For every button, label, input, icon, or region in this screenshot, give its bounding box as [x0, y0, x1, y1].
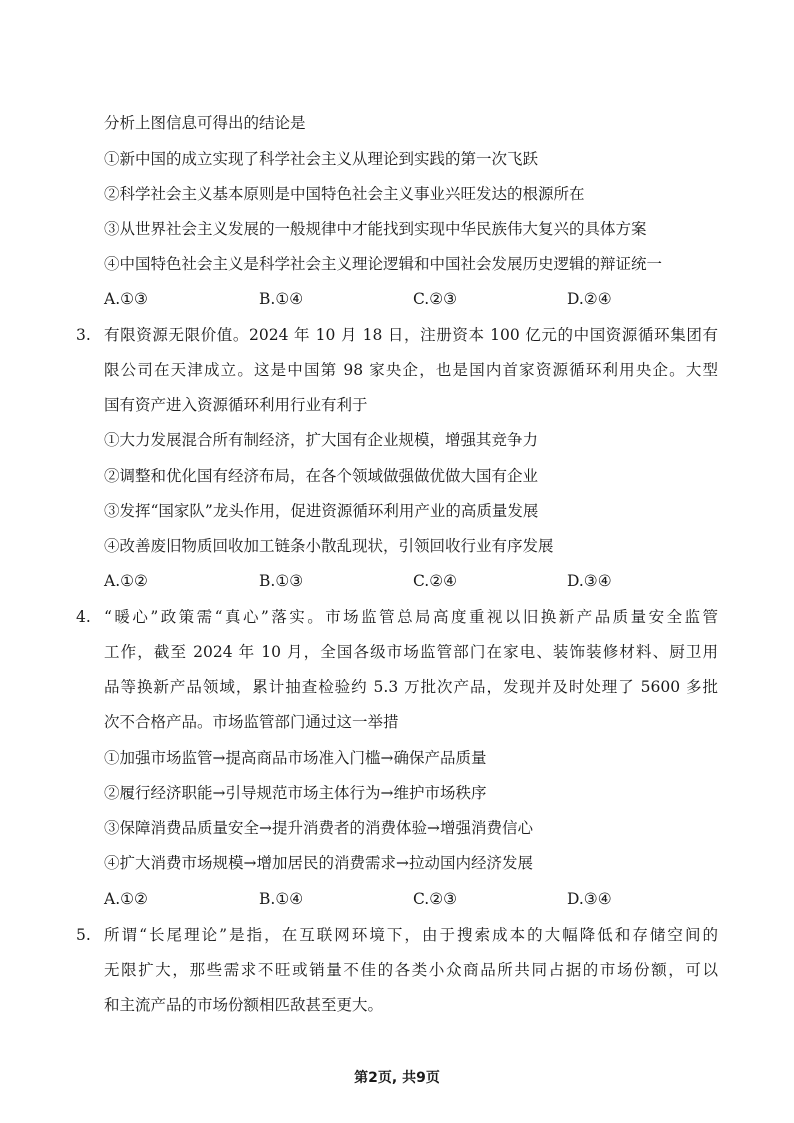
- choice-b: B.①④: [259, 890, 304, 908]
- question-stem-line: 工作，截至 2024 年 10 月，全国各级市场监管部门在家电、装饰装修材料、厨卫用: [104, 643, 718, 661]
- question-stem-line: 国有资产进入资源循环利用行业有利于: [104, 396, 368, 414]
- choice-c: C.②④: [413, 572, 458, 590]
- choice-c: C.②③: [413, 290, 458, 308]
- choice-c: C.②③: [413, 890, 458, 908]
- question-stem-line: 所谓“长尾理论”是指，在互联网环境下，由于搜索成本的大幅降低和存储空间的: [104, 926, 718, 944]
- statement-4: ④扩大消费市场规模→增加居民的消费需求→拉动国内经济发展: [104, 854, 533, 872]
- question-stem-line: 品等换新产品领域，累计抽查检验约 5.3 万批次产品，发现并及时处理了 5600 多批: [104, 678, 718, 696]
- statement-1: ①新中国的成立实现了科学社会主义从理论到实践的第一次飞跃: [104, 150, 539, 168]
- question-stem-line: 有限资源无限价值。2024 年 10 月 18 日，注册资本 100 亿元的中国资源循环集团有: [104, 326, 718, 344]
- choice-a: A.①②: [104, 572, 148, 590]
- statement-3: ③发挥“国家队”龙头作用，促进资源循环利用产业的高质量发展: [104, 502, 539, 520]
- choice-b: B.①④: [259, 290, 304, 308]
- question-number: 3.: [76, 326, 91, 344]
- question-stem-line: 次不合格产品。市场监管部门通过这一举措: [104, 713, 399, 731]
- choice-d: D.③④: [567, 890, 612, 908]
- choice-b: B.①③: [259, 572, 304, 590]
- question-number: 4.: [76, 608, 91, 626]
- page-number-footer: 第2页, 共9页: [354, 1070, 440, 1086]
- question-stem-line: 无限扩大，那些需求不旺或销量不佳的各类小众商品所共同占据的市场份额，可以: [104, 961, 718, 979]
- statement-3: ③保障消费品质量安全→提升消费者的消费体验→增强消费信心: [104, 819, 533, 837]
- choice-d: D.②④: [567, 290, 612, 308]
- statement-2: ②科学社会主义基本原则是中国特色社会主义事业兴旺发达的根源所在: [104, 185, 585, 203]
- statement-1: ①大力发展混合所有制经济，扩大国有企业规模，增强其竞争力: [104, 431, 539, 449]
- question-intro: 分析上图信息可得出的结论是: [104, 114, 306, 132]
- statement-4: ④改善废旧物质回收加工链条小散乱现状，引领回收行业有序发展: [104, 537, 554, 555]
- statement-4: ④中国特色社会主义是科学社会主义理论逻辑和中国社会发展历史逻辑的辩证统一: [104, 255, 663, 273]
- statement-3: ③从世界社会主义发展的一般规律中才能找到实现中华民族伟大复兴的具体方案: [104, 220, 647, 238]
- question-stem-line: 和主流产品的市场份额相匹敌甚至更大。: [104, 996, 384, 1014]
- statement-2: ②履行经济职能→引导规范市场主体行为→维护市场秩序: [104, 784, 487, 802]
- question-number: 5.: [76, 926, 91, 944]
- statement-2: ②调整和优化国有经济布局，在各个领域做强做优做大国有企业: [104, 467, 539, 485]
- question-stem-line: 限公司在天津成立。这是中国第 98 家央企，也是国内首家资源循环利用央企。大型: [104, 361, 718, 379]
- question-stem-line: “暖心”政策需“真心”落实。市场监管总局高度重视以旧换新产品质量安全监管: [104, 608, 718, 626]
- choice-a: A.①②: [104, 890, 148, 908]
- choice-a: A.①③: [104, 290, 148, 308]
- statement-1: ①加强市场监管→提高商品市场准入门槛→确保产品质量: [104, 749, 487, 767]
- choice-d: D.③④: [567, 572, 612, 590]
